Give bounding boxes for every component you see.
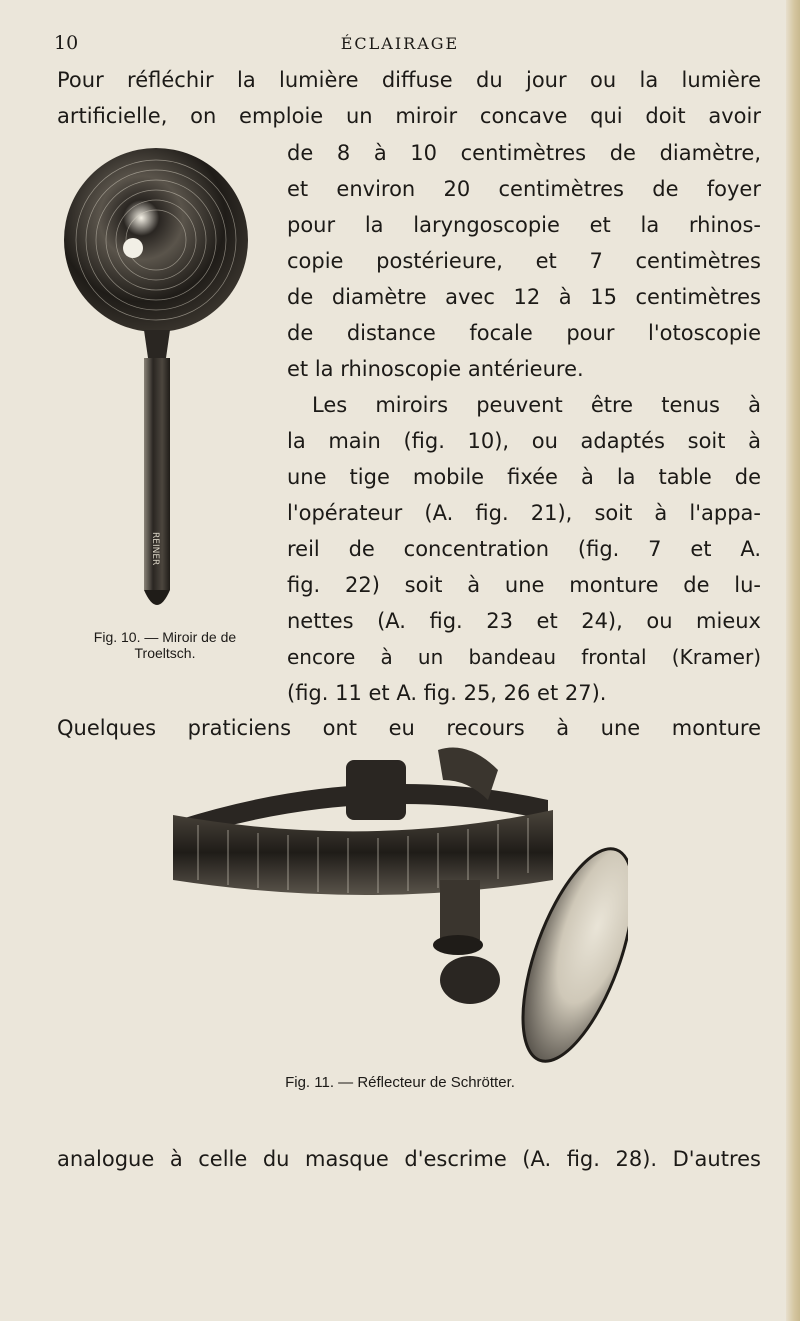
text-line-3: de 8 à 10 centimètres de diamètre, xyxy=(287,141,761,165)
page-number: 10 xyxy=(54,32,79,54)
text-line-6: copie postérieure, et 7 centimètres xyxy=(287,249,761,273)
text-line-16: nettes (A. fig. 23 et 24), ou mieux xyxy=(287,609,761,633)
text-line-11: la main (fig. 10), ou adaptés soit à xyxy=(287,429,761,453)
figure-10-caption-line2: Troeltsch. xyxy=(134,645,196,661)
mirror-neck xyxy=(144,330,170,358)
text-line-20: analogue à celle du masque d'escrime (A. fig. 28). D'autres xyxy=(57,1147,761,1171)
handle-stamp: REINER xyxy=(150,532,160,566)
text-line-4: et environ 20 centimètres de foyer xyxy=(287,177,761,201)
text-line-5: pour la laryngoscopie et la rhinos- xyxy=(287,213,761,237)
text-line-14: reil de concentration (fig. 7 et A. xyxy=(287,537,761,561)
figure-11-caption: Fig. 11. — Réflecteur de Schrötter. xyxy=(285,1074,515,1091)
text-line-10: Les miroirs peuvent être tenus à xyxy=(312,393,761,417)
text-line-8: de distance focale pour l'otoscopie xyxy=(287,321,761,345)
text-line-15: fig. 22) soit à une monture de lu- xyxy=(287,573,761,597)
text-line-19: Quelques praticiens ont eu recours à une monture xyxy=(57,716,761,740)
band-buckle xyxy=(346,760,406,820)
text-line-1: Pour réfléchir la lumière diffuse du jour ou la lumière xyxy=(57,68,761,92)
running-title: ÉCLAIRAGE xyxy=(340,34,460,53)
figure-10-mirror-illustration xyxy=(58,140,258,620)
page-edge-shadow xyxy=(786,0,800,1321)
mirror-disc xyxy=(64,148,248,332)
text-line-9: et la rhinoscopie antérieure. xyxy=(287,357,584,381)
joint-screw xyxy=(440,956,500,1004)
text-line-12: une tige mobile fixée à la table de xyxy=(287,465,761,489)
text-line-7: de diamètre avec 12 à 15 centimètres xyxy=(287,285,761,309)
figure-11-reflector-illustration xyxy=(168,740,628,1070)
figure-10-caption xyxy=(60,629,270,661)
text-line-17: encore à un bandeau frontal (Kramer) xyxy=(287,645,761,669)
swivel-arm xyxy=(440,880,480,940)
text-line-2: artificielle, on emploie un miroir concave qui doit avoir xyxy=(57,104,761,128)
text-line-18: (fig. 11 et A. fig. 25, 26 et 27). xyxy=(287,681,607,705)
mirror-center-hole xyxy=(123,238,143,258)
handle-tip xyxy=(144,590,170,605)
ball-joint xyxy=(433,935,483,955)
figure-10-caption-line1: Fig. 10. — Miroir de de xyxy=(93,629,237,645)
text-line-13: l'opérateur (A. fig. 21), soit à l'appa- xyxy=(287,501,761,525)
